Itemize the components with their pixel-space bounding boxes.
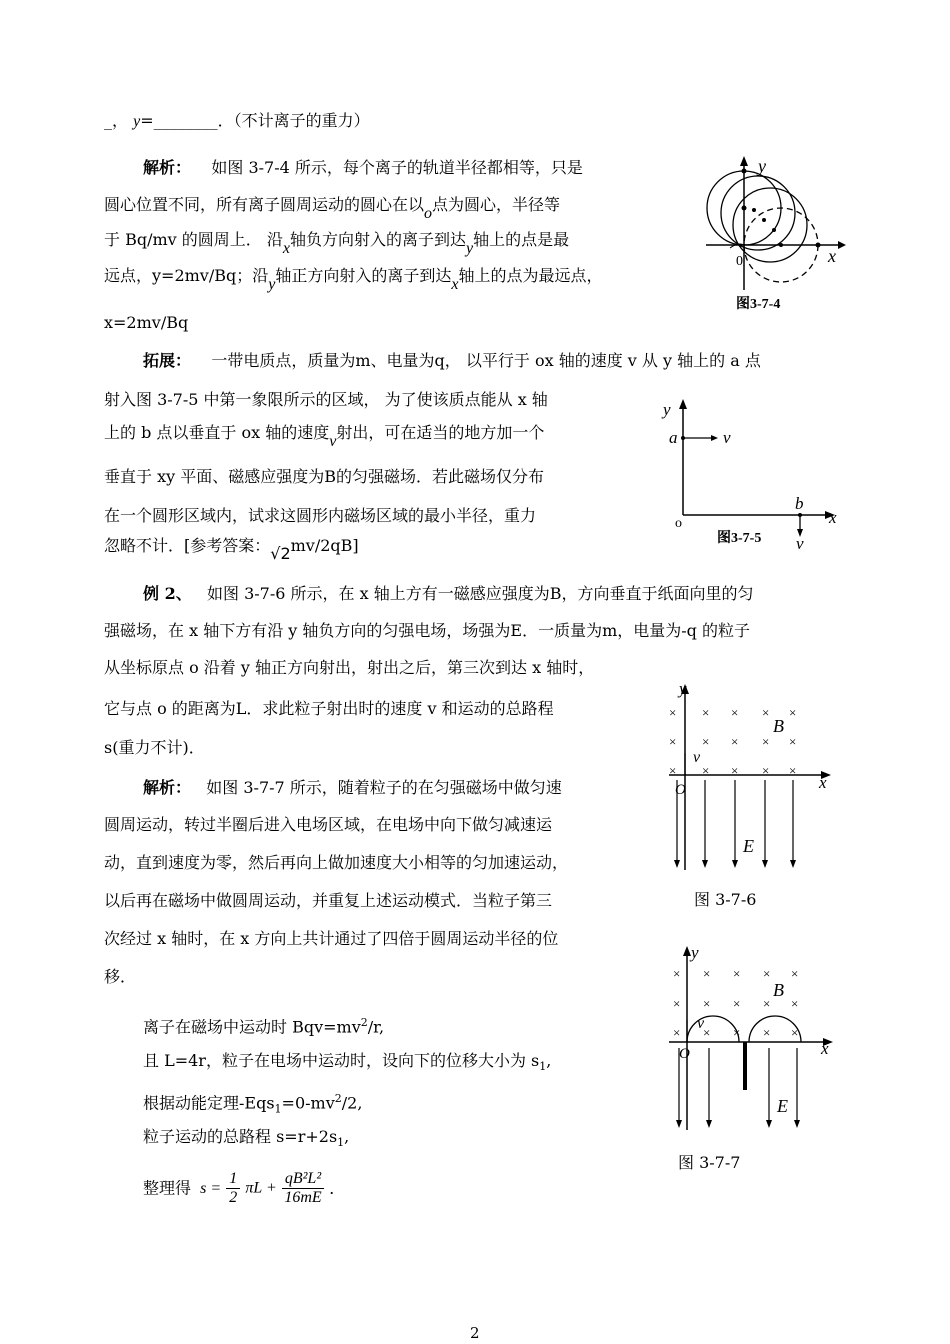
svg-text:×: × (703, 996, 711, 1011)
analysis1-line4: 远点，y=2mv/Bq；沿y轴正方向射入的离子到达x轴上的点为最远点， (104, 266, 603, 293)
figure-3-7-5 (655, 395, 845, 555)
svg-text:×: × (733, 1025, 741, 1040)
svg-text:×: × (669, 705, 677, 720)
analysis1-line2: 圆心位置不同，所有离子圆周运动的圆心在以o点为圆心，半径等 (104, 195, 561, 222)
svg-text:×: × (733, 996, 741, 1011)
fig374-caption: 图3-7-4 (736, 297, 781, 312)
fig377-v-label: v (697, 1015, 705, 1032)
blank-line: _， y=________．（不计离子的重力） (104, 111, 370, 130)
svg-text:×: × (789, 705, 797, 720)
svg-text:×: × (789, 734, 797, 749)
extension-line4: 垂直于 xy 平面、磁感应强度为B的匀强磁场．若此磁场仅分布 (104, 467, 544, 486)
analysis2-line2: 圆周运动，转过半圈后进入电场区域，在电场中向下做匀减速运 (104, 815, 553, 834)
svg-text:×: × (762, 734, 770, 749)
fig377-E-label: E (777, 1096, 788, 1116)
analysis1-line1: 解析： 如图 3-7-4 所示，每个离子的轨道半径都相等，只是 (143, 158, 583, 177)
analysis2-label: 解析： (143, 778, 192, 797)
svg-text:×: × (703, 1025, 711, 1040)
extension-label: 拓展： (143, 351, 192, 370)
fig374-x-label: x (828, 246, 836, 266)
fig375-caption: 图3-7-5 (717, 531, 762, 546)
equation-2: 且 L=4r，粒子在电场中运动时，设向下的位移大小为 $s_1$, (143, 1051, 552, 1074)
svg-text:×: × (702, 705, 710, 720)
svg-text:×: × (702, 734, 710, 749)
fig376-B-label: B (773, 716, 784, 736)
svg-text:×: × (763, 996, 771, 1011)
svg-text:×: × (673, 996, 681, 1011)
extension-line1: 拓展： 一带电质点，质量为m、电量为q， 以平行于 ox 轴的速度 v 从 y 轴上的 a 点 (143, 351, 761, 370)
example2-label: 例 2、 (143, 584, 192, 603)
example2-line2: 强磁场，在 x 轴下方有沿 y 轴负方向的匀强电场，场强为E．一质量为m，电量为-q 的粒子 (104, 621, 750, 640)
fig377-origin: O (679, 1046, 690, 1062)
analysis1-line3: 于 Bq/mv 的圆周上． 沿x轴负方向射入的离子到达y轴上的点是最 (104, 230, 570, 257)
fig375-origin: o (675, 516, 682, 531)
page-number: 2 (470, 1324, 480, 1342)
figure-3-7-6 (665, 680, 835, 880)
svg-text:×: × (669, 734, 677, 749)
example2-line5: s(重力不计)． (104, 738, 205, 757)
fig375-v1-label: v (723, 428, 731, 447)
analysis2-line3: 动，直到速度为零，然后再向上做加速度大小相等的匀加速运动， (104, 853, 569, 872)
fig375-y-label: y (663, 400, 671, 419)
analysis2-line4: 以后再在磁场中做圆周运动，并重复上述运动模式．当粒子第三 (104, 891, 553, 910)
svg-text:×: × (791, 996, 799, 1011)
fig376-origin: O (675, 782, 686, 798)
svg-text:×: × (789, 763, 797, 778)
equation-1: 离子在磁场中运动时 $Bqv=mv^2/r$, (143, 1016, 385, 1037)
svg-text:×: × (763, 1025, 771, 1040)
analysis2-line5: 次经过 x 轴时，在 x 方向上共计通过了四倍于圆周运动半径的位 (104, 929, 559, 948)
example2-line4: 它与点 o 的距离为L．求此粒子射出时的速度 v 和运动的总路程 (104, 699, 554, 718)
svg-text:×: × (673, 966, 681, 981)
fig376-E-label: E (743, 836, 754, 856)
svg-text:×: × (703, 966, 711, 981)
analysis1-label: 解析： (143, 158, 192, 177)
extension-line6: 忽略不计．[参考答案：√2mv/2qB] (104, 536, 359, 563)
fig376-y-label: y (679, 679, 687, 698)
svg-text:×: × (731, 705, 739, 720)
svg-text:×: × (673, 1025, 681, 1040)
svg-text:×: × (762, 763, 770, 778)
analysis2-line6: 移． (104, 967, 137, 986)
fraction-half: $\frac{1}{2}$ (226, 1170, 240, 1207)
svg-text:×: × (763, 966, 771, 981)
fig377-y-label: y (691, 943, 699, 962)
svg-text:×: × (733, 966, 741, 981)
svg-text:×: × (702, 763, 710, 778)
fig375-b-label: b (795, 494, 804, 513)
svg-text:×: × (731, 763, 739, 778)
fig377-x-label: x (821, 1039, 829, 1058)
fig377-B-label: B (773, 980, 784, 1000)
extension-line3: 上的 b 点以垂直于 ox 轴的速度v射出，可在适当的地方加一个 (104, 423, 545, 450)
analysis1-line5: x=2mv/Bq (104, 313, 189, 332)
fig377-caption: 图 3-7-7 (678, 1153, 741, 1172)
extension-line5: 在一个圆形区域内，试求这圆形内磁场区域的最小半径，重力 (104, 506, 537, 525)
fig376-caption: 图 3-7-6 (694, 890, 757, 909)
equation-5: 整理得 s = $\frac{1}{2}$ πL + $\frac{\text{qB²L²}}{16mE}$ ． (143, 1170, 346, 1206)
svg-text:×: × (669, 763, 677, 778)
svg-text:×: × (791, 966, 799, 981)
fig375-a-label: a (669, 428, 678, 447)
fraction-term: $\frac{\text{qB²L²}}{16mE}$ (282, 1170, 324, 1207)
fig374-origin: 0 (736, 254, 743, 269)
fig374-y-label: y (758, 156, 766, 176)
fig376-x-label: x (819, 773, 827, 792)
svg-text:×: × (791, 1025, 799, 1040)
example2-line1: 例 2、 如图 3-7-6 所示，在 x 轴上方有一磁感应强度为B，方向垂直于纸面向里的匀 (143, 584, 754, 603)
example2-line3: 从坐标原点 o 沿着 y 轴正方向射出，射出之后，第三次到达 x 轴时， (104, 658, 595, 677)
figure-3-7-7 (665, 940, 835, 1140)
analysis2-line1: 解析： 如图 3-7-7 所示，随着粒子的在匀强磁场中做匀速 (143, 778, 562, 797)
figure-3-7-4 (700, 150, 850, 315)
svg-text:×: × (731, 734, 739, 749)
extension-line2: 射入图 3-7-5 中第一象限所示的区域， 为了使该质点能从 x 轴 (104, 390, 548, 409)
fig375-v2-label: v (796, 534, 804, 553)
svg-text:×: × (762, 705, 770, 720)
equation-3: 根据动能定理$-Eqs_1=0-mv^2/2$, (143, 1092, 363, 1116)
equation-4: 粒子运动的总路程 $s=r+2s_1$, (143, 1127, 350, 1150)
fig376-v-label: v (693, 749, 701, 766)
fig375-x-label: x (829, 508, 837, 527)
